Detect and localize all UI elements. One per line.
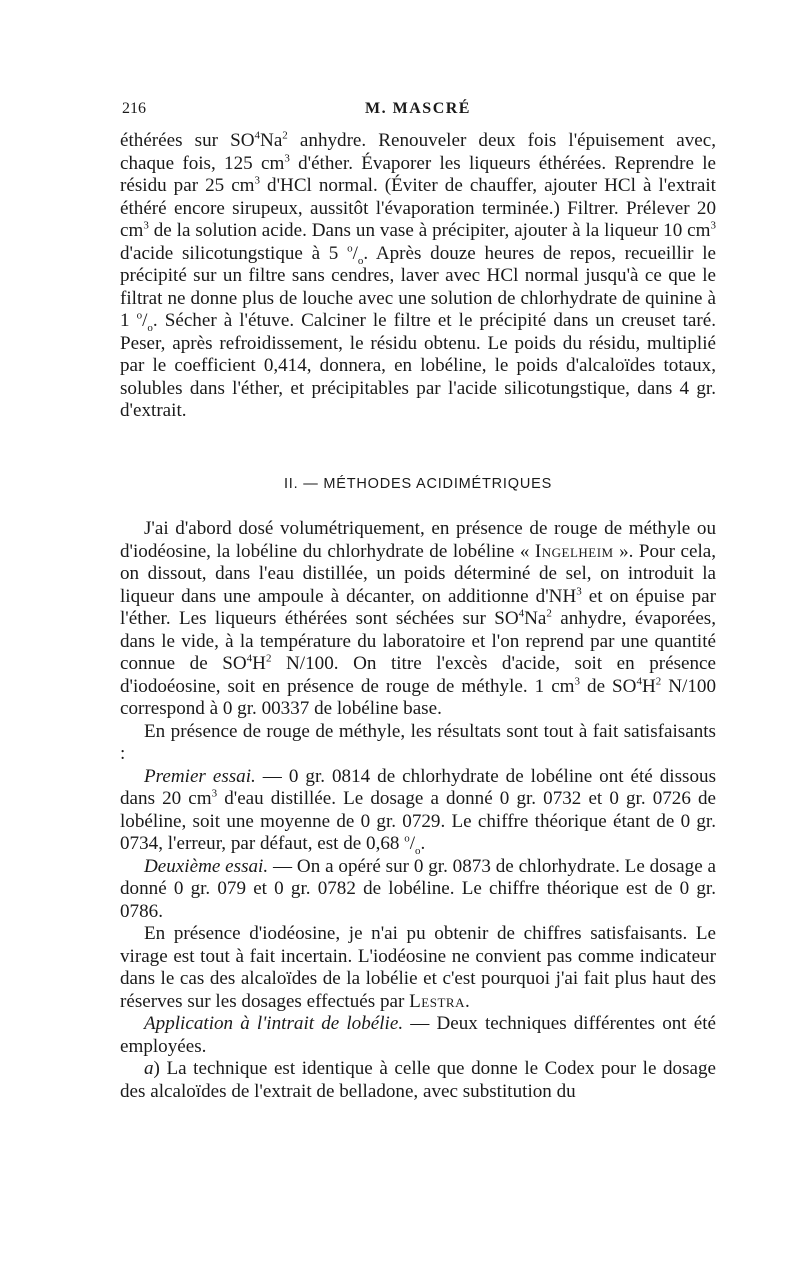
italic-label: Deuxième essai.	[144, 855, 269, 877]
italic-label: a	[144, 1058, 154, 1079]
page-header	[122, 100, 714, 124]
paragraph: En présence d'iodéosine, je n'ai pu obtenir de chiffres satisfaisants. Le virage est tout à fait incertain. L'iodéosine ne convient pas comme indicateur dans le cas des alcaloïdes de la lobélie et c'est pourquoi j'ai fait plus haut des réserves sur les dosages effectués par Lestra.	[120, 923, 716, 1012]
paragraph-block-2	[120, 518, 716, 1103]
section-heading: II. — MÉTHODES ACIDIMÉTRIQUES	[283, 476, 553, 492]
paragraph: éthérées sur $SO^4Na^2$ anhydre. Renouveler deux fois l'épuisement avec, chaque fois, 125 $cm^3$ d'éther. Évaporer les liqueurs éthérées. Reprendre le résidu par 25 $cm^3$ d'HCl normal. (Éviter de chauffer, ajouter HCl à l'extrait éthéré encore sirupeux, aussitôt l'évaporation terminée.) Filtrer. Prélever 20 $cm^3$ de la solution acide. Dans un vase à précipiter, ajouter à la liqueur 10 $cm^3$ d'acide silicotungstique à 5 $^o/_o$. Après douze heures de repos, recueillir le précipité sur un filtre sans cendres, laver avec HCl normal jusqu'à ce que le filtrat ne donne plus de louche avec une solution de chlorhydrate de quinine à 1 $^o/_o$. Sécher à l'étuve. Calciner le filtre et le précipité dans un creuset taré. Peser, après refroidissement, le résidu obtenu. Le poids du résidu, multiplié par le coefficient 0,414, donnera, en lobéline, le poids d'alcaloïdes totaux, solubles dans l'éther, et précipitables par l'acide silicotungstique, dans 4 gr. d'extrait.	[120, 129, 716, 421]
italic-label: Application à l'intrait de lobélie.	[144, 1013, 404, 1034]
paragraph: En présence de rouge de méthyle, les résultats sont tout à fait satisfaisants :	[120, 720, 716, 764]
paragraph: Deuxième essai. — On a opéré sur 0 gr. 0873 de chlorhydrate. Le dosage a donné 0 gr. 079 et 0 gr. 0782 de lobéline. Le chiffre théorique est de 0 gr. 0786.	[120, 855, 716, 922]
running-head: M. MASCRÉ	[365, 100, 471, 117]
paragraph: J'ai d'abord dosé volumétriquement, en présence de rouge de méthyle ou d'iodéosine, la lobéline du chlorhydrate de lobéline « Ingelheim ». Pour cela, on dissout, dans l'eau distillée, un poids déterminé de sel, on introduit la liqueur dans une ampoule à décanter, on additionne $d'NH^3$ et on épuise par l'éther. Les liqueurs éthérées sont séchées sur $SO^4Na^2$ anhydre, évaporées, dans le vide, à la température du laboratoire et l'on reprend par une quantité connue de $SO^4H^2$ N/100. On titre l'excès d'acide, soit en présence d'iodoéosine, soit en présence de rouge de méthyle. 1 $cm^3$ de $SO^4H^2$ N/100 correspond à 0 gr. 00337 de lobéline base.	[120, 518, 717, 719]
paragraph: Premier essai. — 0 gr. 0814 de chlorhydrate de lobéline ont été dissous dans 20 $cm^3$ d'eau distillée. Le dosage a donné 0 gr. 0732 et 0 gr. 0726 de lobéline, soit une moyenne de 0 gr. 0729. Le chiffre théorique étant de 0 gr. 0734, l'erreur, par défaut, est de 0,68 $^o/_o$.	[120, 765, 717, 857]
page-number: 216	[122, 100, 146, 117]
paragraph-block-1	[120, 130, 716, 423]
italic-label: Premier essai.	[144, 765, 256, 787]
paragraph: Application à l'intrait de lobélie. — Deux techniques différentes ont été employées.	[120, 1013, 716, 1057]
paragraph: a) La technique est identique à celle que donne le Codex pour le dosage des alcaloïdes de l'extrait de belladone, avec substitution du	[120, 1058, 716, 1102]
